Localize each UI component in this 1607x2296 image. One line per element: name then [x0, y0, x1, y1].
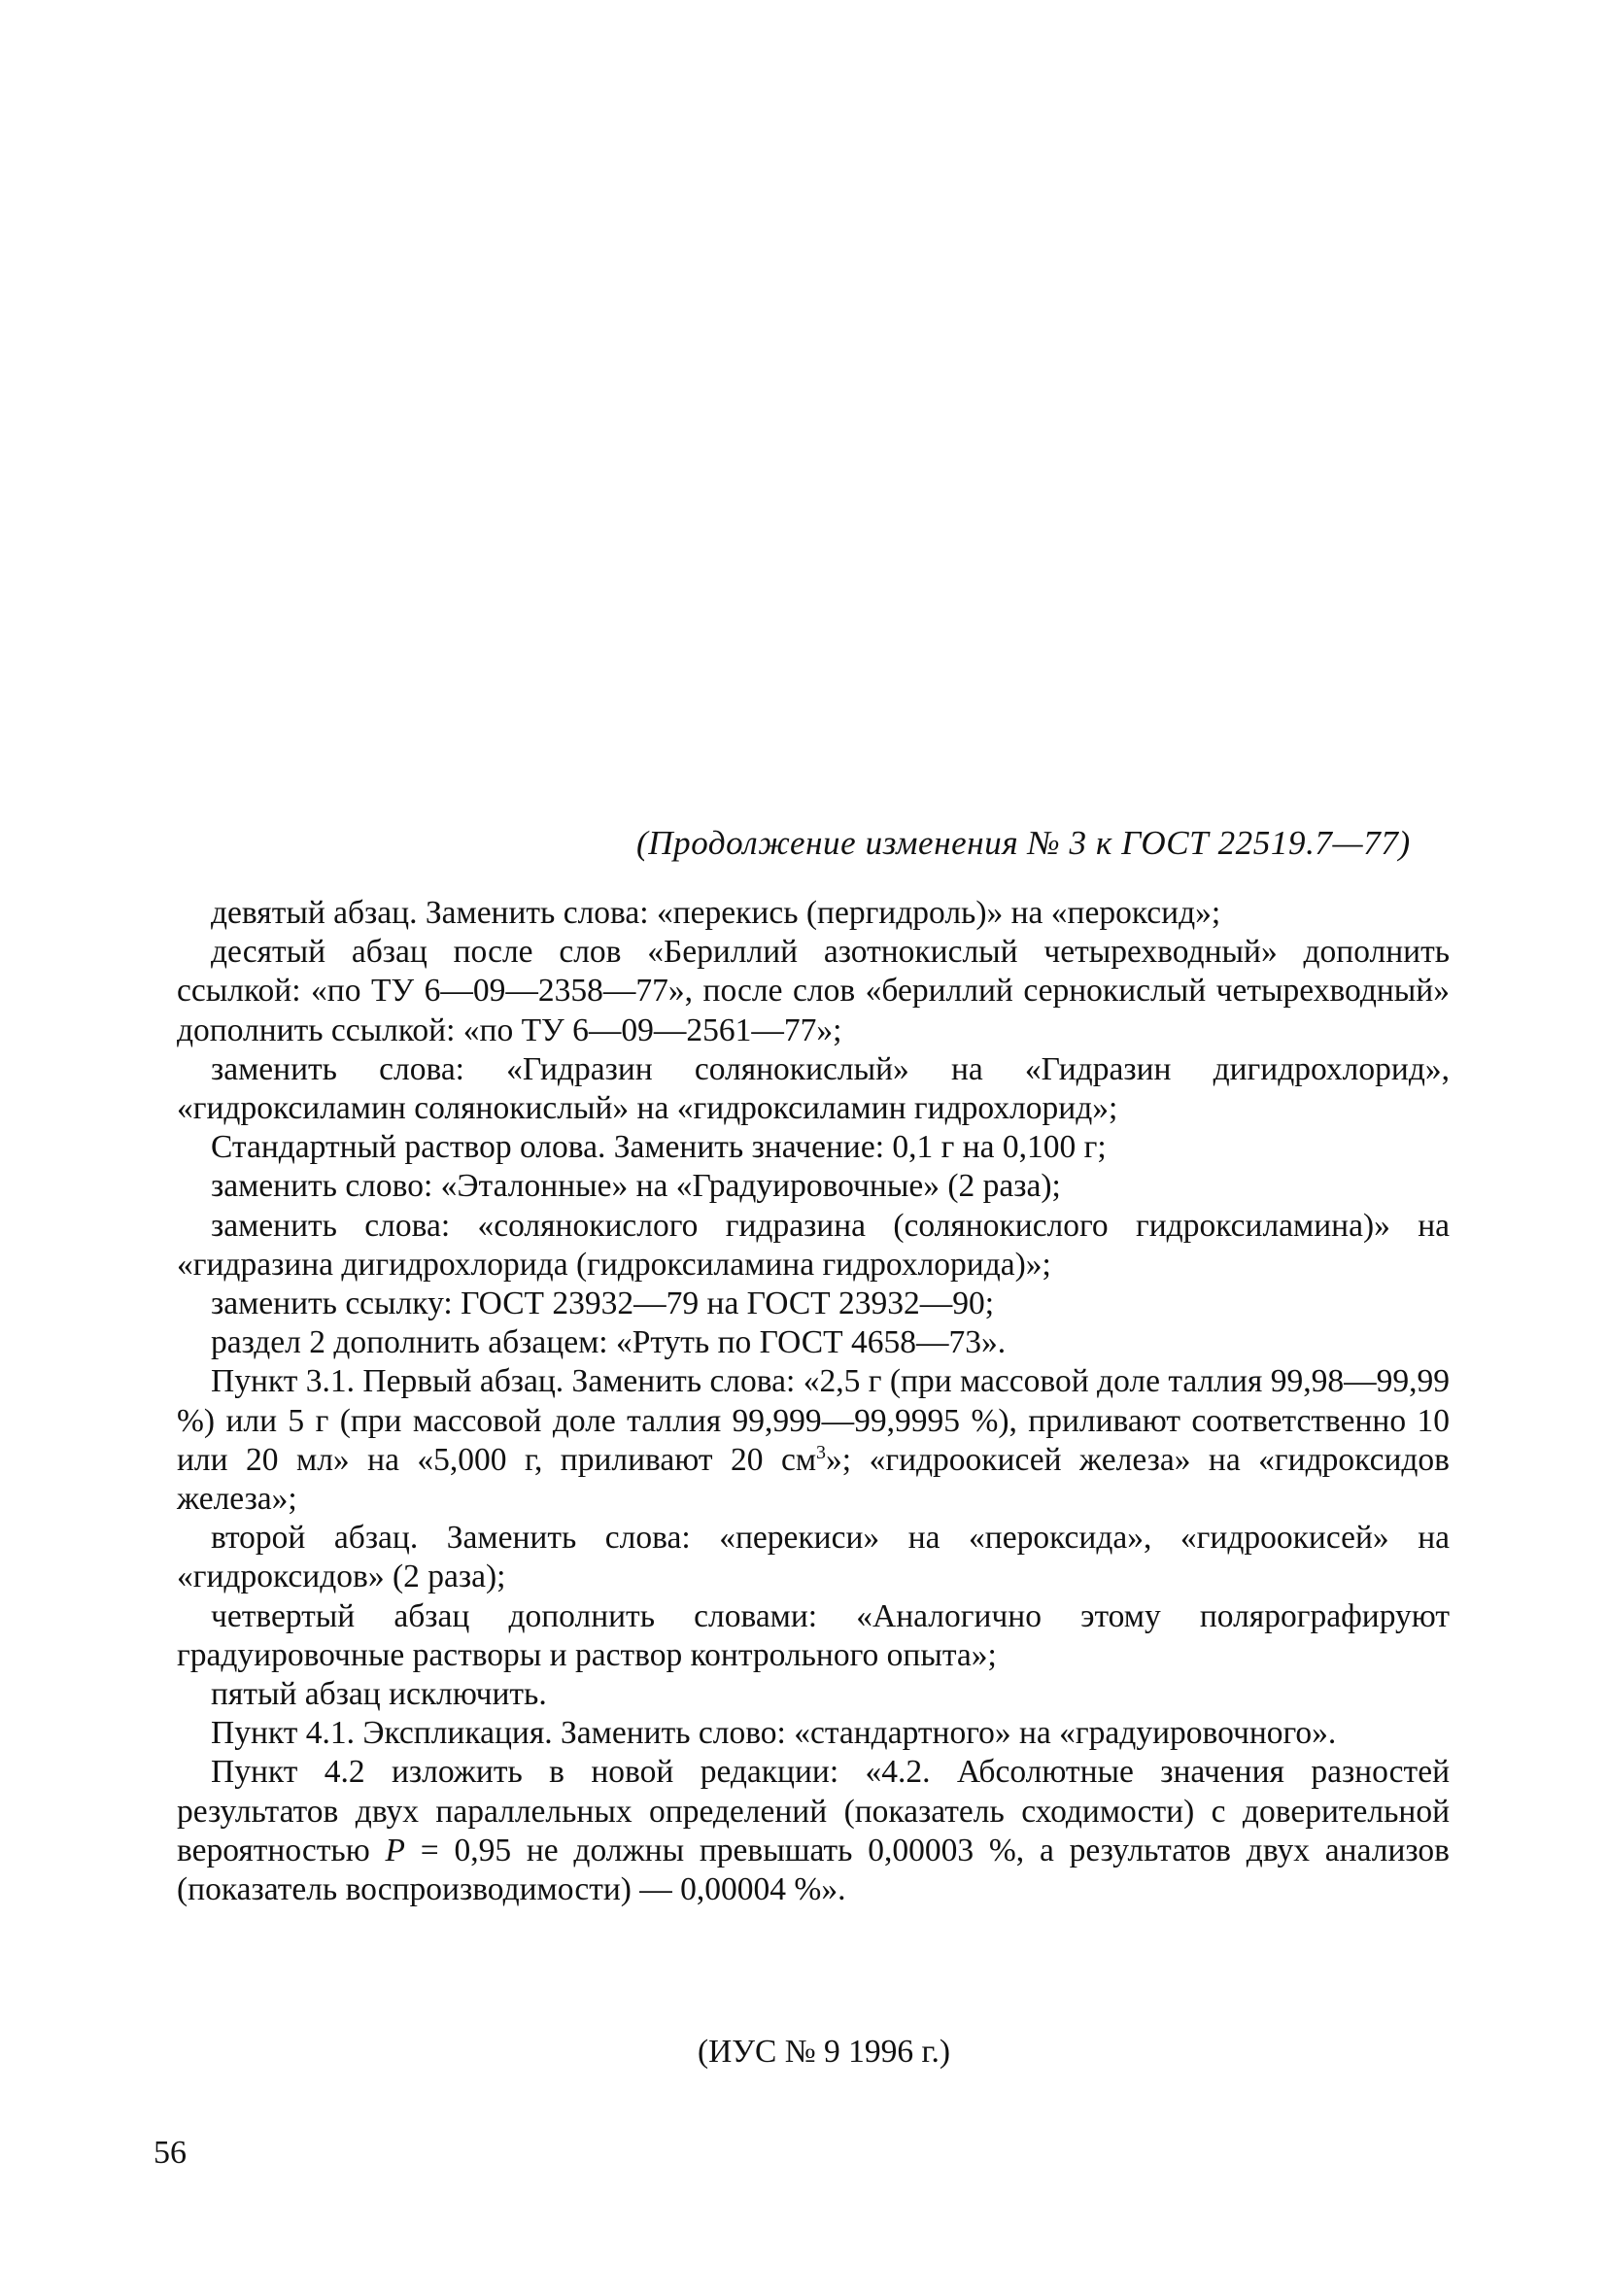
- paragraph-14: [177, 1753, 1450, 1909]
- paragraph-14-text-end: = 0,95 не должны превышать 0,00003 %, а результатов двух анализов (показатель воспроизводимости) — 0,00004 %».: [177, 1832, 1450, 1908]
- paragraph-11: четвертый абзац дополнить словами: «Аналогично этому полярографируют градуировочные растворы и раствор контрольного опыта»;: [177, 1597, 1450, 1673]
- paragraph-9-text: Пункт 3.1. Первый абзац. Заменить слова: «2,5 г (при массовой доле таллия 99,98—99,99 %) или 5 г (при массовой доле таллия 99,999—99,9995 %), приливают соответственно 10 или 20 мл» на «5,000 г, приливают 20 см: [177, 1363, 1450, 1478]
- paragraph-12: пятый абзац исключить.: [211, 1676, 547, 1713]
- paragraph-8: раздел 2 дополнить абзацем: «Ртуть по ГОСТ 4658—73».: [211, 1324, 1007, 1361]
- paragraph-7: заменить ссылку: ГОСТ 23932—79 на ГОСТ 23932—90;: [211, 1285, 995, 1322]
- page-header: (Продолжение изменения № 3 к ГОСТ 22519.7—77): [636, 824, 1411, 862]
- paragraph-6: заменить слова: «солянокислого гидразина (солянокислого гидроксиламина)» на «гидразина дигидрохлорида (гидроксиламина гидрохлорида)»;: [177, 1207, 1450, 1283]
- paragraph-13: Пункт 4.1. Экспликация. Заменить слово: «стандартного» на «градуировочного».: [211, 1715, 1337, 1752]
- paragraph-5: заменить слово: «Эталонные» на «Градуировочные» (2 раза);: [211, 1168, 1061, 1205]
- paragraph-9: [177, 1362, 1450, 1519]
- paragraph-2: десятый абзац после слов «Бериллий азотнокислый четырехводный» дополнить ссылкой: «по ТУ 6—09—2358—77», после слов «бериллий сернокислый четырехводный» дополнить ссылкой: «по ТУ 6—09—2561—77»;: [177, 934, 1450, 1048]
- page-number: 56: [154, 2135, 187, 2171]
- paragraph-9-text-end: »; «гидроокисей железа» на «гидроксидов железа»;: [177, 1441, 1450, 1518]
- paragraph-14-text: Пункт 4.2 изложить в новой редакции: «4.2. Абсолютные значения разностей результатов двух параллельных определений (показатель сходимости) с доверительной вероятностью: [177, 1754, 1450, 1868]
- paragraph-1: девятый абзац. Заменить слова: «перекись (пергидроль)» на «пероксид»;: [211, 895, 1221, 931]
- paragraph-10: второй абзац. Заменить слова: «перекиси» на «пероксида», «гидроокисей» на «гидроксидов» (2 раза);: [177, 1520, 1450, 1595]
- probability-symbol: P: [385, 1832, 405, 1868]
- amendment-text: [177, 894, 1450, 1909]
- source-reference: (ИУС № 9 1996 г.): [697, 2034, 951, 2070]
- paragraph-4: Стандартный раствор олова. Заменить значение: 0,1 г на 0,100 г;: [211, 1129, 1107, 1166]
- superscript-3: 3: [816, 1441, 827, 1463]
- paragraph-3: заменить слова: «Гидразин солянокислый» на «Гидразин дигидрохлорид», «гидроксиламин солянокислый» на «гидроксиламин гидрохлорид»;: [177, 1050, 1450, 1127]
